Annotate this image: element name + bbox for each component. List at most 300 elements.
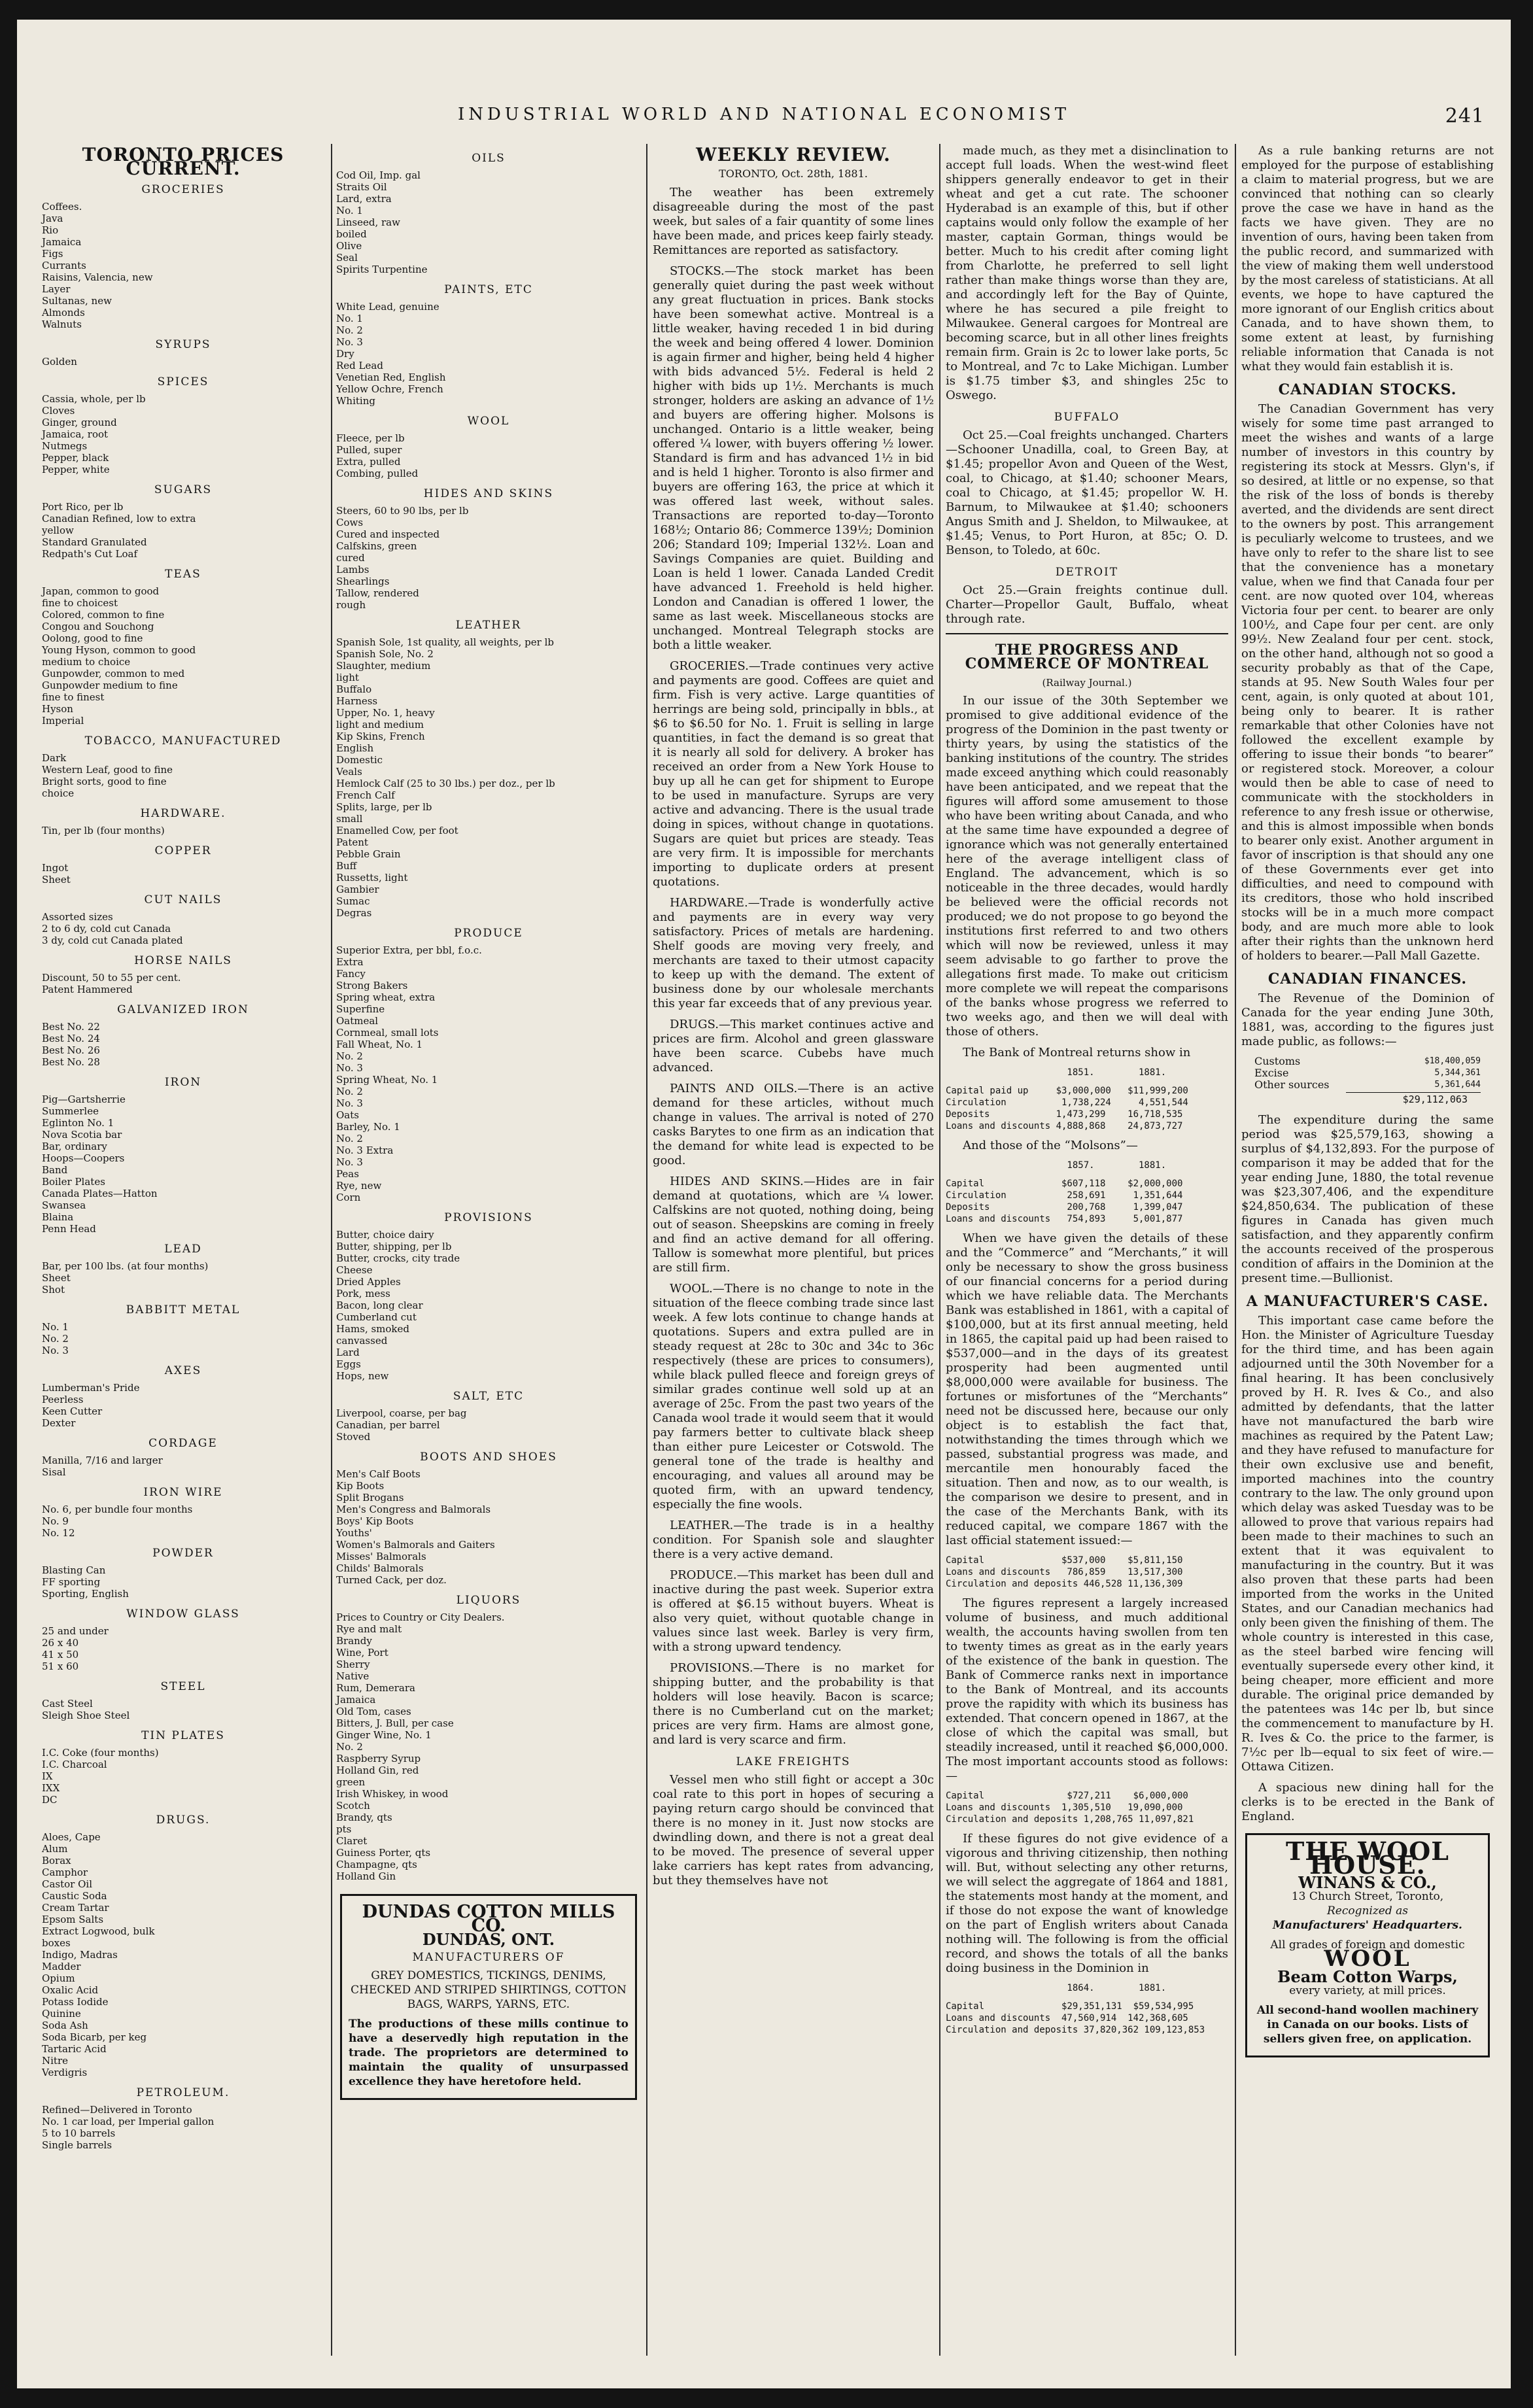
canadian-finances-text: The Revenue of the Dominion of Canada for the year ending June 30th, 1881, was, according to the figures just made public, as follows:— <box>1241 991 1494 1048</box>
expenditure-text: The expenditure during the same period was $25,579,163, showing a surplus of $4,132,893. For the purpose of comparison it may be added that for the year ending June, 1880, the total revenue was $23,307,406, and the expenditure $24,850,634. The publication of these figures in Canada has given much satisfaction, and they apparently confirm the accounts received of the prosperous condition of affairs in the Dominion at the present time.—Bullionist. <box>1241 1113 1494 1285</box>
price-line <box>336 860 641 872</box>
price-label: I.C. Charcoal <box>42 1759 107 1770</box>
price-label: Golden <box>42 356 77 368</box>
price-line <box>336 660 641 672</box>
price-line <box>336 1264 641 1276</box>
price-section-heading: AXES <box>164 1364 202 1377</box>
price-label: No. 3 <box>336 1097 363 1109</box>
price-label: Youths' <box>336 1527 372 1539</box>
price-label: Fancy <box>336 968 366 980</box>
price-line <box>336 707 641 719</box>
price-label: Sheet <box>42 1272 71 1284</box>
price-section-heading: TIN PLATES <box>141 1729 225 1742</box>
price-line <box>42 1660 324 1672</box>
price-section-heading: LEAD <box>164 1243 202 1256</box>
price-line <box>336 1611 641 1623</box>
ad-place: DUNDAS, ONT. <box>422 1930 555 1949</box>
price-label: Raspberry Syrup <box>336 1753 421 1764</box>
price-section-heading: GROCERIES <box>141 183 225 196</box>
price-label: Misses' Balmorals <box>336 1551 426 1562</box>
price-section-heading: CORDAGE <box>148 1437 218 1450</box>
prices-current-column-2 <box>336 144 641 2362</box>
price-line <box>42 307 324 318</box>
price-label: Bar, ordinary <box>42 1141 107 1152</box>
price-label: Opium <box>42 1972 75 1984</box>
price-line <box>42 356 324 368</box>
price-label: Best No. 24 <box>42 1033 100 1044</box>
price-label: Fleece, per lb <box>336 432 405 444</box>
price-line <box>42 1710 324 1721</box>
price-section-heading: IRON <box>164 1076 202 1089</box>
price-line <box>42 405 324 417</box>
dominion-table <box>946 2001 1228 2036</box>
price-line <box>42 417 324 428</box>
price-label: Gunpowder medium to fine <box>42 679 178 691</box>
price-label: Currants <box>42 260 86 271</box>
price-line <box>42 283 324 295</box>
revenue-label: Other sources <box>1254 1078 1330 1091</box>
price-label: Pebble Grain <box>336 848 401 860</box>
price-section-heading: OILS <box>472 152 506 165</box>
price-label: small <box>336 813 363 825</box>
price-label: No. 1 <box>42 1321 69 1333</box>
price-line <box>336 1706 641 1717</box>
price-label: Stoved <box>336 1431 371 1443</box>
merchants-text <box>946 1231 1228 1548</box>
price-label: Keen Cutter <box>42 1405 103 1417</box>
price-line <box>42 1033 324 1044</box>
price-line <box>42 1831 324 1843</box>
price-label: Castor Oil <box>42 1878 93 1890</box>
price-label: No. 2 <box>336 1050 363 1062</box>
price-label: Barley, No. 1 <box>336 1121 400 1133</box>
price-line <box>42 295 324 307</box>
price-line <box>336 240 641 252</box>
price-line <box>42 2116 324 2127</box>
review-paragraph: LEATHER.—The trade is in a healthy condition. For Spanish sole and slaughter there is a very active demand. <box>653 1519 934 1561</box>
price-label: Caustic Soda <box>42 1890 107 1902</box>
ad-note: The productions of these mills continue to have a deservedly high reputation in the trade. The proprietors are determined to maintain the quality of unsurpassed excellence they have heretofore held. <box>349 2018 629 2088</box>
price-label: Ginger, ground <box>42 417 117 428</box>
price-label: Spanish Sole, No. 2 <box>336 648 434 660</box>
wool-house-address: 13 Church Street, Toronto, <box>1291 1890 1444 1903</box>
price-line <box>336 1192 641 1203</box>
price-label: French Calf <box>336 789 395 801</box>
price-label: No. 2 <box>42 1333 69 1345</box>
price-line <box>42 1925 324 1937</box>
price-line <box>42 213 324 224</box>
wool-house-title: THE WOOL HOUSE. <box>1286 1836 1449 1880</box>
price-line <box>336 1311 641 1323</box>
price-label: Spring wheat, extra <box>336 991 436 1003</box>
price-line <box>336 1407 641 1419</box>
price-label: Buff <box>336 860 357 872</box>
revenue-table <box>1241 1056 1494 1091</box>
price-line <box>336 336 641 348</box>
price-label: Canada Plates—Hatton <box>42 1188 158 1199</box>
price-line <box>336 895 641 907</box>
price-line <box>42 1770 324 1782</box>
price-label: No. 12 <box>42 1527 75 1539</box>
column-rule <box>331 144 332 2356</box>
price-line <box>336 348 641 360</box>
price-label: No. 1 <box>336 205 363 216</box>
wool-house-ad <box>1245 1833 1490 2057</box>
price-label: Oxalic Acid <box>42 1984 99 1996</box>
montreal-table <box>946 1085 1228 1132</box>
price-line <box>336 1180 641 1192</box>
price-label: Guiness Porter, qts <box>336 1847 431 1859</box>
price-label: IXX <box>42 1782 60 1794</box>
price-line <box>42 679 324 691</box>
price-line <box>336 1870 641 1882</box>
price-line <box>336 1562 641 1574</box>
price-label: Cod Oil, Imp. gal <box>336 169 421 181</box>
price-label: Canadian, per barrel <box>336 1419 440 1431</box>
price-line <box>336 1299 641 1311</box>
price-line <box>336 683 641 695</box>
price-section-heading: SUGARS <box>154 483 213 496</box>
price-line <box>42 1345 324 1356</box>
price-line <box>336 944 641 956</box>
freights-continued <box>946 144 1228 403</box>
price-line <box>42 752 324 764</box>
price-line <box>336 360 641 371</box>
price-line <box>336 813 641 825</box>
price-line <box>336 968 641 980</box>
price-label: DC <box>42 1794 58 1806</box>
price-line <box>336 1647 641 1659</box>
price-line <box>42 1260 324 1272</box>
price-sections-2 <box>336 152 641 1882</box>
price-label: Sultanas, new <box>42 295 112 307</box>
price-label: Oats <box>336 1109 359 1121</box>
price-label: Hyson <box>42 703 73 715</box>
price-label: Alum <box>42 1843 68 1855</box>
price-label: Boiler Plates <box>42 1176 105 1188</box>
manufacturers-case-title: A MANUFACTURER'S CASE. <box>1246 1293 1489 1310</box>
price-line <box>42 501 324 513</box>
page-number: 241 <box>1445 105 1485 128</box>
column-rule <box>1235 144 1236 2356</box>
price-line <box>336 848 641 860</box>
table-row: Circulation 1,738,224 4,551,544 <box>946 1097 1188 1108</box>
price-line <box>336 216 641 228</box>
price-label: Peerless <box>42 1394 84 1405</box>
price-label: Prices to Country or City Dealers. <box>336 1611 505 1623</box>
dominion-table-header: 1864. 1881. <box>946 1983 1167 1993</box>
price-label: Imperial <box>42 715 84 727</box>
weekly-review-body <box>653 186 934 1747</box>
price-line <box>42 513 324 525</box>
price-line <box>336 778 641 789</box>
price-line <box>336 956 641 968</box>
price-label: Tallow, rendered <box>336 587 419 599</box>
price-line <box>336 1574 641 1586</box>
price-line <box>42 525 324 536</box>
price-section-heading: GALVANIZED IRON <box>117 1003 249 1016</box>
price-line <box>42 1576 324 1588</box>
price-line <box>42 318 324 330</box>
price-line <box>42 1914 324 1925</box>
price-label: yellow <box>42 525 74 536</box>
price-line <box>42 984 324 995</box>
price-label: Sheet <box>42 874 71 886</box>
price-line <box>336 313 641 324</box>
price-line <box>42 1272 324 1284</box>
price-line <box>42 1152 324 1164</box>
publication-title: INDUSTRIAL WORLD AND NATIONAL ECONOMIST <box>457 105 1071 124</box>
price-line <box>336 1276 641 1288</box>
table-row: Loans and discounts 1,305,510 19,090,000 <box>946 1802 1183 1813</box>
price-line <box>336 1812 641 1823</box>
molsons-table <box>946 1178 1228 1225</box>
price-label: Shearlings <box>336 576 390 587</box>
price-line <box>336 528 641 540</box>
price-label: medium to choice <box>42 656 131 668</box>
price-label: Western Leaf, good to fine <box>42 764 173 776</box>
table-row: Deposits 1,473,299 16,718,535 <box>946 1109 1183 1120</box>
table-row: Deposits 200,768 1,399,047 <box>946 1202 1183 1213</box>
price-line <box>42 393 324 405</box>
price-line <box>336 825 641 836</box>
price-line <box>336 1800 641 1812</box>
review-paragraph: DRUGS.—This market continues active and prices are firm. Alcohol and green glassware have been scarce. Cubebs have much advanced. <box>653 1018 934 1075</box>
price-label: Nitre <box>42 2055 68 2067</box>
price-line <box>336 1753 641 1764</box>
wool-house-firm: WINANS & CO., <box>1298 1873 1437 1892</box>
price-line <box>42 1044 324 1056</box>
price-label: Turned Cack, per doz. <box>336 1574 447 1586</box>
column-rule <box>646 144 647 2356</box>
price-line <box>42 1117 324 1129</box>
price-label: Single barrels <box>42 2139 112 2151</box>
price-line <box>336 1027 641 1039</box>
price-section-heading: HARDWARE. <box>140 807 226 820</box>
wool-house-grades: All grades of foreign and domestic <box>1270 1938 1465 1952</box>
price-line <box>336 1252 641 1264</box>
price-label: No. 2 <box>336 1133 363 1144</box>
commerce-table <box>946 1790 1228 1825</box>
price-label: Almonds <box>42 307 85 318</box>
price-label: Ginger Wine, No. 1 <box>336 1729 432 1741</box>
price-line <box>336 719 641 731</box>
price-label: 41 x 50 <box>42 1649 79 1660</box>
price-label: Sporting, English <box>42 1588 129 1600</box>
price-label: Superior Extra, per bbl, f.o.c. <box>336 944 482 956</box>
review-paragraph: WOOL.—There is no change to note in the situation of the fleece combing trade since last week. A few lots continue to change hands at quotations. Supers and extra pulled are in steady request at 28c to 30c and 34c to 36c respectively (these are prices to consumers), while black pulled fleece and foreign greys of similar grades continue well sold up at an average of 25c. From the past two years of the Canada wool trade it would seem that it would pay farmers better to cultivate black sheep than either pure Leicester or Cotswold. The general tone of the trade is healthy and encouraging, and values all around may be quoted firm, with an upward tendency, especially the fine wools. <box>653 1282 934 1511</box>
price-line <box>336 264 641 275</box>
progress-paragraph: In our issue of the 30th September we promised to give additional evidence of the progress of the Dominion in the past twenty or thirty years, by using the statistics of the banking institutions of the country. The strides made exceed anything which could reasonably have been anticipated, and we repeat that the figures will afford some amusement to those who have been writing about Canada, and who at the same time have expounded a degree of ignorance which was not generally entertained here of the average intelligent class of England. The advancement, which is so noticeable in the three decades, would hardly be believed were the official records not produced; we do not propose to go beyond the institutions first referred to and two others which will now be reviewed, unless it may seem advisable to go farther to prove the allegations first made. To make out criticism more complete we will repeat the comparisons of the banks whose progress we referred to two weeks ago, and then we will deal with those of others. <box>946 694 1228 1039</box>
canadian-finances-title: CANADIAN FINANCES. <box>1267 971 1468 988</box>
price-line <box>42 1564 324 1576</box>
price-line <box>336 907 641 919</box>
price-label: Hoops—Coopers <box>42 1152 125 1164</box>
price-label: Cows <box>336 517 364 528</box>
review-paragraph: The weather has been extremely disagreeable during the most of the past week, but sales of a fair quantity of some lines have been made, and prices keep fairly steady. Remittances are reported as satisfactory. <box>653 186 934 257</box>
price-line <box>336 1859 641 1870</box>
table-row: Loans and discounts 754,893 5,001,877 <box>946 1214 1183 1224</box>
price-sections <box>42 183 324 2151</box>
price-label: Spring Wheat, No. 1 <box>336 1074 438 1086</box>
price-line <box>42 2043 324 2055</box>
price-label: Pork, mess <box>336 1288 390 1299</box>
price-label: Refined—Delivered in Toronto <box>42 2104 192 2116</box>
price-label: Nutmegs <box>42 440 88 452</box>
price-line <box>336 1062 641 1074</box>
price-label: Shot <box>42 1284 65 1296</box>
price-label: No. 3 <box>336 336 363 348</box>
commerce-paragraph: The figures represent a largely increased volume of business, and much additional wealth, the accounts having swollen from ten to twenty times as great as in the early years of the existence of the bank in question. The Bank of Commerce ranks next in importance to the Bank of Montreal, and its accounts prove the rapidity with which its business has extended. That concern opened in 1867, at the close of which the capital was small, but steadily increased, until it reached $6,000,000. The most important accounts stood as follows:— <box>946 1596 1228 1783</box>
price-line <box>336 636 641 648</box>
price-label: Extra, pulled <box>336 456 401 468</box>
price-label: Cornmeal, small lots <box>336 1027 439 1039</box>
price-line <box>336 228 641 240</box>
price-label: Champagne, qts <box>336 1859 417 1870</box>
price-section-heading: WOOL <box>467 415 510 428</box>
price-line <box>336 1419 641 1431</box>
molsons-table-header: 1857. 1881. <box>946 1160 1167 1171</box>
price-line <box>336 301 641 313</box>
price-label: Liverpool, coarse, per bag <box>336 1407 467 1419</box>
price-label: Yellow Ochre, French <box>336 383 443 395</box>
price-line <box>336 576 641 587</box>
price-section-heading: COPPER <box>154 844 212 857</box>
price-label: Rye and malt <box>336 1623 402 1635</box>
price-label: Standard Granulated <box>42 536 147 548</box>
price-line <box>42 1382 324 1394</box>
price-label: Dried Apples <box>336 1276 401 1288</box>
column-rule <box>939 144 940 2356</box>
commerce-column <box>946 144 1228 2362</box>
price-label: Veals <box>336 766 362 778</box>
progress-body <box>946 694 1228 1060</box>
price-label: Peas <box>336 1168 359 1180</box>
price-label: Redpath's Cut Loaf <box>42 548 138 560</box>
price-line <box>336 1074 641 1086</box>
price-line <box>336 1335 641 1347</box>
price-line <box>42 1855 324 1866</box>
price-line <box>42 703 324 715</box>
price-line <box>42 1782 324 1794</box>
price-label: Sumac <box>336 895 370 907</box>
price-label: Pig—Gartsherrie <box>42 1093 126 1105</box>
lake-freights-heading: LAKE FREIGHTS <box>736 1755 851 1768</box>
price-line <box>42 536 324 548</box>
price-line <box>42 1176 324 1188</box>
price-label: Men's Calf Boots <box>336 1468 421 1480</box>
price-section-heading: PRODUCE <box>454 927 523 940</box>
price-line <box>42 2127 324 2139</box>
price-label: Degras <box>336 907 372 919</box>
price-label: Camphor <box>42 1866 88 1878</box>
price-label: I.C. Coke (four months) <box>42 1747 159 1759</box>
price-line <box>42 1961 324 1972</box>
price-label: Tartaric Acid <box>42 2043 107 2055</box>
price-line <box>336 1015 641 1027</box>
price-line <box>42 621 324 632</box>
price-label: Lumberman's Pride <box>42 1382 140 1394</box>
wool-house-variety: every variety, at mill prices. <box>1289 1984 1446 1997</box>
price-label: Borax <box>42 1855 71 1866</box>
banking-intro: As a rule banking returns are not employed for the purpose of establishing a claim to material progress, but we are convinced that nothing can so clearly prove the case we have in hand as the facts we have given. They are no invention of ours, having been taken from the public record, and summarized with the view of making them well understood by the most careless of statisticians. At all events, we hope to have captured the more ignorant of our English critics about Canada, and to have shown them, to some extent at least, by furnishing reliable information that Canada is not what they would fain establish it is. <box>1241 144 1494 373</box>
price-label: Penn Head <box>42 1223 96 1235</box>
price-section-heading: STEEL <box>160 1680 206 1693</box>
prices-current-column <box>42 144 324 2362</box>
price-label: Linseed, raw <box>336 216 400 228</box>
canadian-stocks-text: The Canadian Government has very wisely for some time past arranged to meet the wishes and wants of a large number of investors in this country by registering its stock at Messrs. Glyn's, if so desired, at little or no expense, so that the risk of the loss of bonds is thereby averted, and the dividends are sent direct to the owners by post. This arrangement is peculiarly welcome to trustees, and we have only to refer to the share list to see that the convenience has a monetary value, when we find that Canada four per cent. are now quoted over 104, whereas Victoria four per cent. to bearer are only 100½, and Cape four per cent. are only 99½. New Zealand four per cent. stock, on the other hand, although not so good a security probably as that of the Cape, stands at 95. New South Wales four per cent, again, is only quoted at about 101, being only to bearer. It is rather remarkable that other Colonies have not followed the excellent example by offering to issue their bonds “to bearer” or registered stock. Moreover, a colour would then be able to case of need to communicate with the stockholders in reference to any fresh issue or otherwise, and this is almost impossible when bonds to bearer only exist. Another argument in favor of inscription is that should any one of these Governments ever get into difficulties, and need to compound with its creditors, those who hold inscribed stocks will be in a much more compact body, and are much more able to look after their rights than the unknown herd of holders to bearer.—Pall Mall Gazette. <box>1241 402 1494 963</box>
price-line <box>336 731 641 742</box>
price-label: Best No. 28 <box>42 1056 100 1068</box>
price-label: English <box>336 742 374 754</box>
price-line <box>42 609 324 621</box>
price-line <box>336 1527 641 1539</box>
price-line <box>336 1823 641 1835</box>
price-line <box>336 371 641 383</box>
price-line <box>336 1241 641 1252</box>
price-line <box>336 564 641 576</box>
price-line <box>336 672 641 683</box>
price-label: Canadian Refined, low to extra <box>42 513 196 525</box>
ad-title: DUNDAS COTTON MILLS CO. <box>362 1902 615 1936</box>
price-label: Olive <box>336 240 362 252</box>
price-label: Cloves <box>42 405 75 417</box>
price-line <box>42 548 324 560</box>
price-line <box>336 1694 641 1706</box>
price-label: Steers, 60 to 90 lbs, per lb <box>336 505 469 517</box>
merchants-table <box>946 1555 1228 1590</box>
price-line <box>336 754 641 766</box>
price-label: Bitters, J. Bull, per case <box>336 1717 454 1729</box>
price-line <box>336 801 641 813</box>
price-line <box>336 1776 641 1788</box>
price-label: Brandy, qts <box>336 1812 392 1823</box>
price-label: Bar, per 100 lbs. (at four months) <box>42 1260 209 1272</box>
price-label: Straits Oil <box>336 181 387 193</box>
price-line <box>42 1937 324 1949</box>
price-line <box>42 1890 324 1902</box>
price-line <box>42 1866 324 1878</box>
revenue-value: 5,344,361 <box>1434 1068 1481 1078</box>
price-label: 3 dy, cold cut Canada plated <box>42 935 183 946</box>
price-line <box>42 632 324 644</box>
price-label: Soda Bicarb, per keg <box>42 2031 147 2043</box>
price-label: Coffees. <box>42 201 82 213</box>
price-section-heading: LEATHER <box>455 619 522 632</box>
price-label: Rio <box>42 224 59 236</box>
price-line <box>336 444 641 456</box>
price-label: Holland Gin, red <box>336 1764 419 1776</box>
price-label: Men's Congress and Balmorals <box>336 1504 491 1515</box>
price-line <box>42 776 324 787</box>
price-line <box>42 923 324 935</box>
price-line <box>336 836 641 848</box>
price-label: Extract Logwood, bulk <box>42 1925 155 1937</box>
price-label: Corn <box>336 1192 361 1203</box>
price-label: Butter, choice dairy <box>336 1229 434 1241</box>
price-label: pts <box>336 1823 352 1835</box>
price-label: Blaina <box>42 1211 74 1223</box>
ad-products: GREY DOMESTICS, TICKINGS, DENIMS, CHECKED AND STRIPED SHIRTINGS, COTTON BAGS, WARPS, YARNS, ETC. <box>351 1969 627 2011</box>
price-line <box>42 1333 324 1345</box>
price-line <box>42 224 324 236</box>
detroit-text: Oct 25.—Grain freights continue dull. Charter—Propellor Gault, Buffalo, wheat through rate. <box>946 583 1228 626</box>
price-line <box>42 1625 324 1637</box>
price-line <box>42 1902 324 1914</box>
price-line <box>42 271 324 283</box>
price-line <box>336 1670 641 1682</box>
price-label: Cumberland cut <box>336 1311 417 1323</box>
